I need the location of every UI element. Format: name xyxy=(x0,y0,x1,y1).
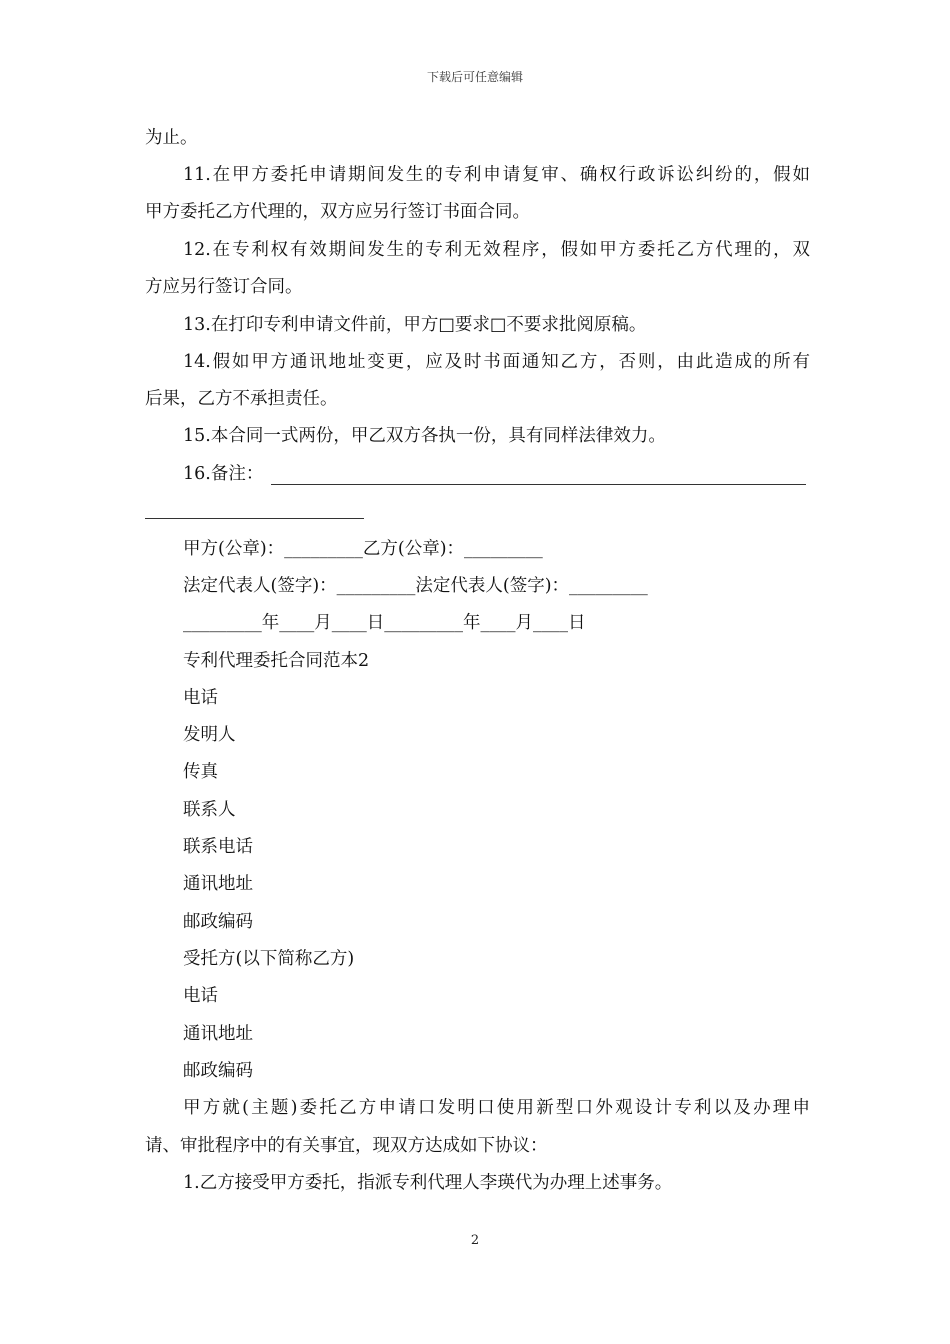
legal-representative-line: 法定代表人(签字)：_________法定代表人(签字)：_________ xyxy=(183,576,648,596)
field-fax: 传真 xyxy=(183,762,218,782)
clause-1: 1.乙方接受甲方委托，指派专利代理人李瑛代为办理上述事务。 xyxy=(183,1173,673,1193)
page-header: 下载后可任意编辑 xyxy=(426,70,523,84)
clause-16-remarks-label: 16.备注： xyxy=(183,464,264,484)
clause-12-line-2: 方应另行签订合同。 xyxy=(145,277,303,297)
party-seals-line: 甲方(公章)：_________乙方(公章)：_________ xyxy=(183,539,543,559)
agreement-intro-line-1: 甲方就(主题)委托乙方申请口发明口使用新型口外观设计专利以及办理申 xyxy=(183,1098,810,1118)
field-trustee: 受托方(以下简称乙方) xyxy=(183,949,355,969)
date-line: _________年____月____日_________年____月____日 xyxy=(183,613,586,633)
field-postcode-2: 邮政编码 xyxy=(183,1061,253,1081)
clause-11-line-2: 甲方委托乙方代理的，双方应另行签订书面合同。 xyxy=(145,202,530,222)
field-contact: 联系人 xyxy=(183,800,236,820)
field-postcode: 邮政编码 xyxy=(183,912,253,932)
field-address-2: 通讯地址 xyxy=(183,1024,253,1044)
field-phone: 电话 xyxy=(183,688,218,708)
field-address: 通讯地址 xyxy=(183,874,253,894)
clause-11-line-1: 11.在甲方委托申请期间发生的专利申请复审、确权行政诉讼纠纷的，假如 xyxy=(183,165,810,185)
remarks-underline-2 xyxy=(145,518,364,519)
remarks-underline-1 xyxy=(271,484,806,485)
section-title: 专利代理委托合同范本2 xyxy=(183,651,370,671)
page-number: 2 xyxy=(470,1233,480,1248)
clause-15: 15.本合同一式两份，甲乙双方各执一份，具有同样法律效力。 xyxy=(183,426,666,446)
field-inventor: 发明人 xyxy=(183,725,236,745)
field-phone-2: 电话 xyxy=(183,986,218,1006)
clause-12-line-1: 12.在专利权有效期间发生的专利无效程序，假如甲方委托乙方代理的，双 xyxy=(183,240,810,260)
paragraph-line: 为止。 xyxy=(145,128,198,148)
agreement-intro-line-2: 请、审批程序中的有关事宜，现双方达成如下协议： xyxy=(145,1136,548,1156)
field-contact-phone: 联系电话 xyxy=(183,837,253,857)
clause-14-line-2: 后果，乙方不承担责任。 xyxy=(145,389,338,409)
clause-13: 13.在打印专利申请文件前，甲方□要求□不要求批阅原稿。 xyxy=(183,315,647,335)
clause-14-line-1: 14.假如甲方通讯地址变更，应及时书面通知乙方，否则，由此造成的所有 xyxy=(183,352,810,372)
